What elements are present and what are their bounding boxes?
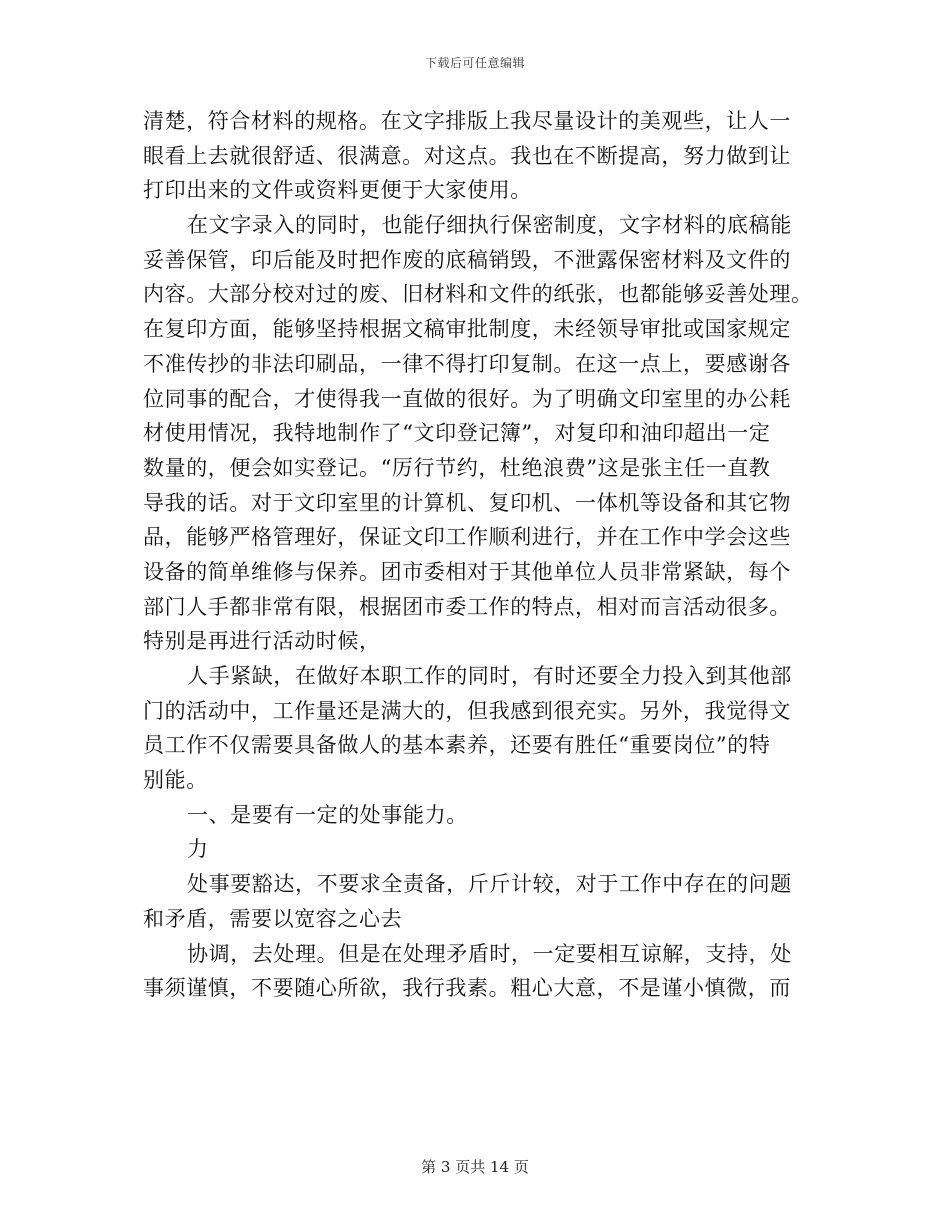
body-line: 处事要豁达，不要求全责备，斤斤计较，对于工作中存在的问题 (187, 872, 792, 897)
body-line: 在复印方面，能够坚持根据文稿审批制度，未经领导审批或国家规定 (143, 317, 791, 342)
body-line: 清楚，符合材料的规格。在文字排版上我尽量设计的美观些，让人一 (143, 109, 791, 133)
body-line: 材使用情况，我特地制作了“文印登记簿”，对复印和油印超出一定 (143, 421, 771, 446)
body-line: 妥善保管，印后能及时把作废的底稿销毁，不泄露保密材料及文件的 (143, 247, 791, 272)
body-line: 和矛盾，需要以宽容之心去 (143, 906, 403, 931)
body-line: 部门人手都非常有限，根据团市委工作的特点，相对而言活动很多。 (143, 594, 791, 619)
body-line: 打印出来的文件或资料更便于大家使用。 (143, 178, 532, 203)
body-line: 事须谨慎，不要随心所欲，我行我素。粗心大意，不是谨小慎微，而 (143, 976, 791, 1001)
body-line: 眼看上去就很舒适、很满意。对这点。我也在不断提高，努力做到让 (143, 143, 791, 168)
body-line: 人手紧缺，在做好本职工作的同时，有时还要全力投入到其他部 (187, 664, 792, 688)
body-line: 力 (187, 837, 209, 862)
body-line: 员工作不仅需要具备做人的基本素养，还要有胜任“重要岗位”的特 (143, 733, 771, 758)
body-line: 设备的简单维修与保养。团市委相对于其他单位人员非常紧缺，每个 (143, 559, 791, 584)
page-header: 下载后可任意编辑 (424, 56, 525, 70)
body-line: 导我的话。对于文印室里的计算机、复印机、一体机等设备和其它物 (143, 490, 791, 515)
document-body (143, 104, 813, 1006)
body-line: 不准传抄的非法印刷品，一律不得打印复制。在这一点上，要感谢各 (143, 351, 791, 376)
body-line: 内容。大部分校对过的废、旧材料和文件的纸张，也都能够妥善处理。 (143, 282, 813, 307)
body-line: 数量的，便会如实登记。“厉行节约，杜绝浪费”这是张主任一直教 (143, 455, 771, 480)
body-line: 在文字录入的同时，也能仔细执行保密制度，文字材料的底稿能 (187, 213, 792, 238)
body-line: 品，能够严格管理好，保证文印工作顺利进行，并在工作中学会这些 (143, 525, 791, 550)
body-line: 门的活动中，工作量还是满大的，但我感到很充实。另外，我觉得文 (143, 698, 791, 723)
body-line: 位同事的配合，才使得我一直做的很好。为了明确文印室里的办公耗 (143, 386, 791, 411)
body-line: 特别是再进行活动时候， (143, 629, 381, 654)
body-line: 别能。 (143, 768, 208, 793)
section-heading: 一、是要有一定的处事能力。 (187, 802, 468, 827)
page-number-footer: 第 3 页共 14 页 (421, 1158, 529, 1176)
body-line: 协调，去处理。但是在处理矛盾时，一定要相互谅解，支持，处 (187, 941, 792, 966)
